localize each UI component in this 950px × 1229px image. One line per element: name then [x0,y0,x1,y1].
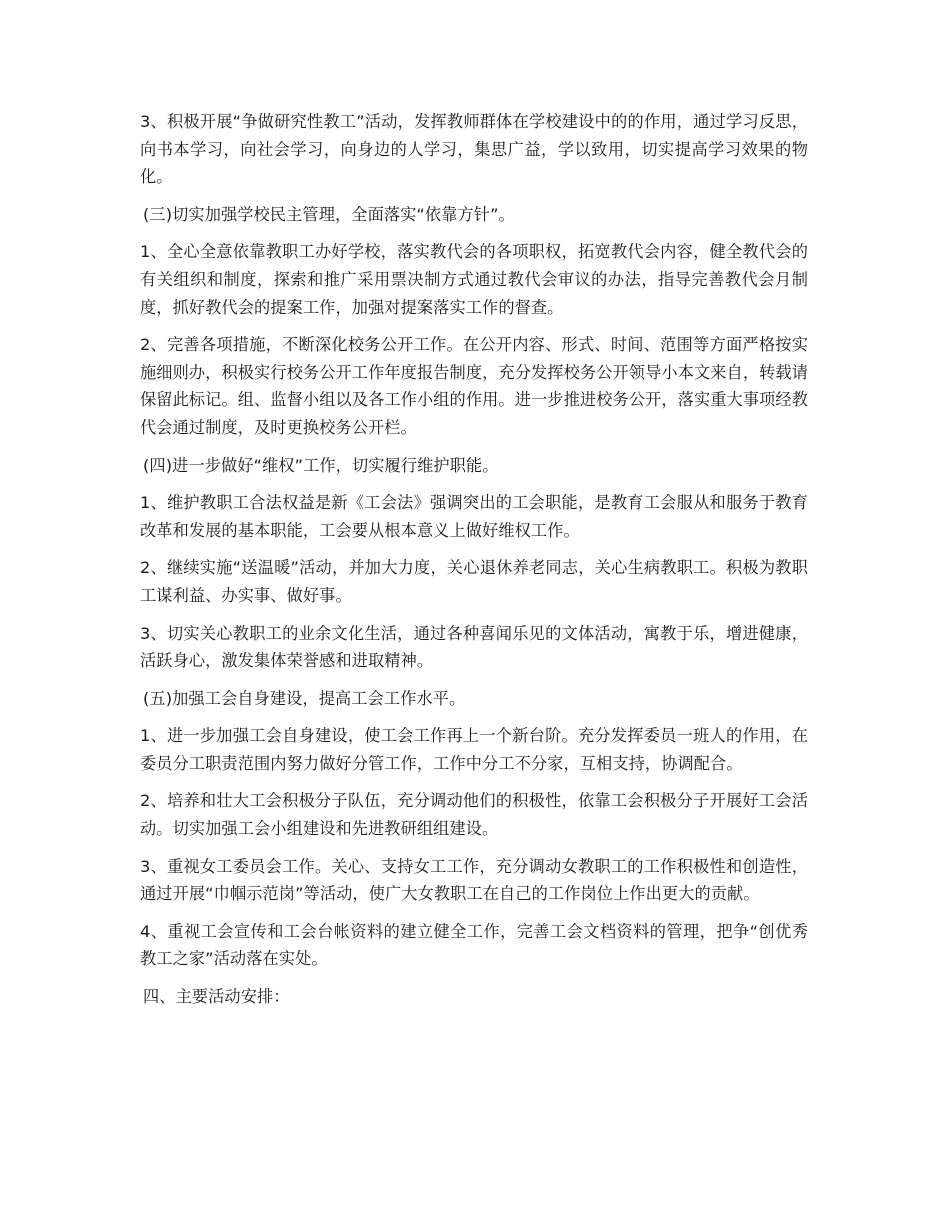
section-heading-5: (五)加强工会自身建设，提高工会工作水平。 [143,688,466,708]
paragraph-item-4: 4、重视工会宣传和工会台帐资料的建立健全工作，完善工会文档资料的管理，把争“创优秀教工之家”活动落在实处。 [140,921,808,969]
paragraph-item-2: 2、完善各项措施，不断深化校务公开工作。在公开内容、形式、时间、范围等方面严格按实施细则办，积极实行校务公开工作年度报告制度，充分发挥校务公开领导小本文来自，转载请保留此标记。组、监督小组以及各工作小组的作用。进一步推进校务公开，落实重大事项经教代会通过制度，及时更换校务公开栏。 [140,335,808,437]
paragraph-item-1: 1、进一步加强工会自身建设，使工会工作再上一个新台阶。充分发挥委员一班人的作用，在委员分工职责范围内努力做好分管工作，工作中分工不分家，互相支持，协调配合。 [140,726,808,773]
section-heading-4: (四)进一步做好“维权”工作，切实履行维护职能。 [143,455,499,475]
paragraph-item-1: 1、全心全意依靠教职工办好学校，落实教代会的各项职权，拓宽教代会内容，健全教代会的有关组织和制度，探索和推广采用票决制方式通过教代会审议的办法，指导完善教代会月制度，抓好教代会的提案工作，加强对提案落实工作的督查。 [140,242,808,317]
paragraph-item-2: 2、继续实施“送温暖”活动，并加大力度，关心退休养老同志，关心生病教职工。积极为教职工谋利益、办实事、做好事。 [140,558,808,605]
paragraph-item-3: 3、积极开展“争做研究性教工”活动，发挥教师群体在学校建设中的的作用，通过学习反思，向书本学习，向社会学习，向身边的人学习，集思广益，学以致用，切实提高学习效果的物化。 [140,112,808,187]
section-heading-main-activities: 四、主要活动安排： [143,987,290,1007]
paragraph-item-3: 3、重视女工委员会工作。关心、支持女工工作，充分调动女教职工的工作积极性和创造性，通过开展“巾帼示范岗”等活动，使广大女教职工在自己的工作岗位上作出更大的贡献。 [140,856,808,904]
paragraph-item-2: 2、培养和壮大工会积极分子队伍，充分调动他们的积极性，依靠工会积极分子开展好工会活动。切实加强工会小组建设和先进教研组组建设。 [140,791,808,839]
document-body [140,108,808,1021]
paragraph-item-1: 1、维护教职工合法权益是新《工会法》强调突出的工会职能，是教育工会服从和服务于教育改革和发展的基本职能，工会要从根本意义上做好维权工作。 [140,493,808,540]
section-heading-3: (三)切实加强学校民主管理，全面落实“依靠方针”。 [143,204,515,224]
paragraph-item-3: 3、切实关心教职工的业余文化生活，通过各种喜闻乐见的文体活动，寓教于乐，增进健康，活跃身心，激发集体荣誉感和进取精神。 [140,623,808,671]
